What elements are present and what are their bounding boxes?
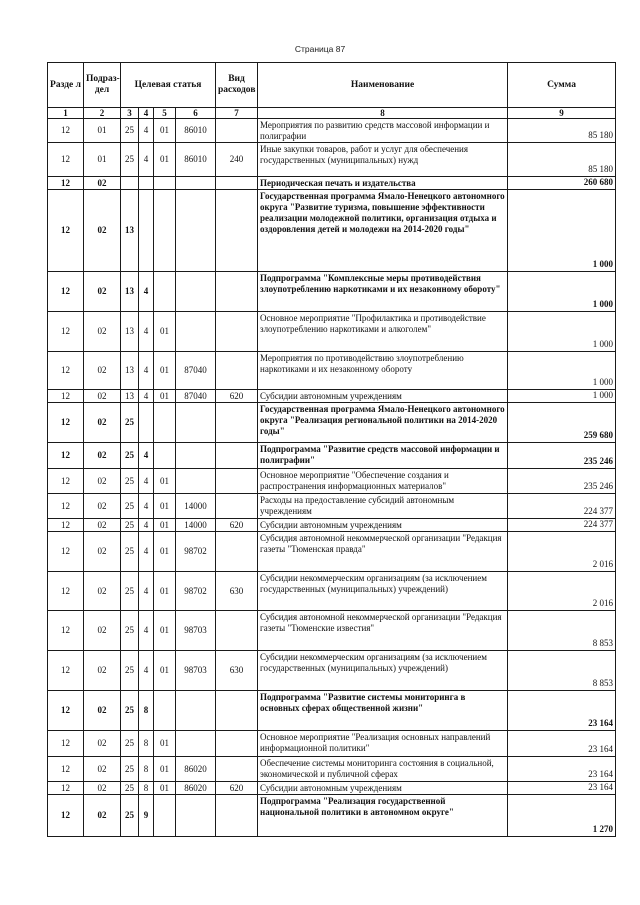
cell-vid-rashodov <box>216 532 258 572</box>
cell-naimenovanie: Мероприятия по развитию средств массовой информации и полиграфии <box>258 119 508 143</box>
cell-vid-rashodov: 240 <box>216 143 258 177</box>
cell-vid-rashodov <box>216 272 258 312</box>
cell-razdel: 12 <box>48 757 84 782</box>
table-row <box>48 494 616 519</box>
cell-podrazdel: 02 <box>84 443 121 469</box>
table-row <box>48 390 616 403</box>
cell-razdel: 12 <box>48 611 84 651</box>
cell-naimenovanie: Периодическая печать и издательства <box>258 177 508 190</box>
cell-podrazdel: 02 <box>84 731 121 757</box>
cell-razdel: 12 <box>48 494 84 519</box>
column-number-row <box>48 108 616 119</box>
cell-direction: 98702 <box>176 572 216 611</box>
cell-vid-rashodov <box>216 469 258 494</box>
table-row <box>48 731 616 757</box>
cell-direction: 87040 <box>176 390 216 403</box>
cell-vid-rashodov <box>216 352 258 390</box>
cell-vid-rashodov: 620 <box>216 519 258 532</box>
cell-razdel: 12 <box>48 272 84 312</box>
header-razdel: Разде л <box>48 63 84 108</box>
cell-summa: 85 180 <box>508 143 616 177</box>
cell-razdel: 12 <box>48 651 84 691</box>
cell-summa: 1 000 <box>508 312 616 352</box>
cell-direction <box>176 795 216 837</box>
cell-program: 25 <box>121 119 139 143</box>
cell-program: 25 <box>121 651 139 691</box>
cell-subprogram: 4 <box>139 390 154 403</box>
table-row <box>48 272 616 312</box>
cell-vid-rashodov <box>216 177 258 190</box>
cell-razdel: 12 <box>48 731 84 757</box>
cell-summa: 235 246 <box>508 469 616 494</box>
cell-program <box>121 177 139 190</box>
cell-direction: 98702 <box>176 532 216 572</box>
col-number: 7 <box>216 108 258 119</box>
cell-subprogram: 4 <box>139 143 154 177</box>
budget-table <box>47 62 616 837</box>
cell-razdel: 12 <box>48 443 84 469</box>
page-label: Страница 87 <box>294 44 346 54</box>
cell-vid-rashodov: 620 <box>216 390 258 403</box>
cell-podrazdel: 01 <box>84 119 121 143</box>
cell-direction <box>176 403 216 443</box>
cell-vid-rashodov <box>216 757 258 782</box>
cell-razdel: 12 <box>48 143 84 177</box>
header-celevaya-statya: Целевая статья <box>121 63 216 108</box>
cell-direction: 14000 <box>176 494 216 519</box>
cell-measure <box>154 443 176 469</box>
cell-vid-rashodov <box>216 494 258 519</box>
cell-razdel: 12 <box>48 190 84 272</box>
cell-direction: 87040 <box>176 352 216 390</box>
table-row <box>48 469 616 494</box>
cell-measure <box>154 190 176 272</box>
col-number: 9 <box>508 108 616 119</box>
header-podrazdel: Подраз- дел <box>84 63 121 108</box>
cell-program: 25 <box>121 795 139 837</box>
cell-subprogram: 4 <box>139 651 154 691</box>
cell-measure <box>154 403 176 443</box>
cell-vid-rashodov <box>216 443 258 469</box>
cell-program: 25 <box>121 532 139 572</box>
cell-program: 13 <box>121 190 139 272</box>
cell-program: 25 <box>121 731 139 757</box>
cell-subprogram: 4 <box>139 443 154 469</box>
cell-summa: 2 016 <box>508 572 616 611</box>
cell-podrazdel: 02 <box>84 611 121 651</box>
cell-summa: 2 016 <box>508 532 616 572</box>
col-number: 2 <box>84 108 121 119</box>
cell-program: 25 <box>121 143 139 177</box>
cell-measure: 01 <box>154 119 176 143</box>
table-row <box>48 572 616 611</box>
cell-naimenovanie: Основное мероприятие "Обеспечение создания и распространения информационных материалов" <box>258 469 508 494</box>
table-row <box>48 312 616 352</box>
cell-direction: 86010 <box>176 119 216 143</box>
cell-podrazdel: 02 <box>84 177 121 190</box>
cell-summa: 8 853 <box>508 651 616 691</box>
cell-summa: 224 377 <box>508 519 616 532</box>
cell-podrazdel: 02 <box>84 469 121 494</box>
cell-naimenovanie: Государственная программа Ямало-Ненецкого автономного округа "Реализация региональной политики на 2014-2020 годы" <box>258 403 508 443</box>
cell-podrazdel: 02 <box>84 390 121 403</box>
cell-summa: 1 000 <box>508 390 616 403</box>
col-number: 1 <box>48 108 84 119</box>
cell-podrazdel: 02 <box>84 532 121 572</box>
col-number: 6 <box>176 108 216 119</box>
cell-summa: 224 377 <box>508 494 616 519</box>
cell-subprogram: 4 <box>139 119 154 143</box>
cell-program: 25 <box>121 572 139 611</box>
cell-vid-rashodov <box>216 731 258 757</box>
cell-subprogram: 8 <box>139 757 154 782</box>
cell-naimenovanie: Субсидии некоммерческим организациям (за исключением государственных (муниципальных) учреждений) <box>258 651 508 691</box>
cell-measure: 01 <box>154 611 176 651</box>
cell-subprogram: 4 <box>139 519 154 532</box>
cell-naimenovanie: Субсидии автономным учреждениям <box>258 390 508 403</box>
cell-summa: 1 000 <box>508 352 616 390</box>
table-row <box>48 651 616 691</box>
col-number: 3 <box>121 108 139 119</box>
cell-subprogram: 4 <box>139 611 154 651</box>
cell-naimenovanie: Субсидии автономным учреждениям <box>258 782 508 795</box>
header-naimenovanie: Наименование <box>258 63 508 108</box>
table-row <box>48 757 616 782</box>
cell-summa: 23 164 <box>508 782 616 795</box>
cell-naimenovanie: Подпрограмма "Реализация государственной национальной политики в автономном округе" <box>258 795 508 837</box>
cell-direction: 98703 <box>176 611 216 651</box>
cell-podrazdel: 02 <box>84 403 121 443</box>
col-number: 8 <box>258 108 508 119</box>
cell-podrazdel: 02 <box>84 651 121 691</box>
cell-measure: 01 <box>154 519 176 532</box>
table-row <box>48 519 616 532</box>
cell-razdel: 12 <box>48 795 84 837</box>
cell-summa: 1 270 <box>508 795 616 837</box>
cell-summa: 8 853 <box>508 611 616 651</box>
cell-summa: 235 246 <box>508 443 616 469</box>
cell-subprogram <box>139 177 154 190</box>
cell-razdel: 12 <box>48 312 84 352</box>
cell-measure <box>154 177 176 190</box>
cell-podrazdel: 01 <box>84 143 121 177</box>
cell-vid-rashodov <box>216 691 258 731</box>
cell-direction: 14000 <box>176 519 216 532</box>
cell-subprogram: 4 <box>139 532 154 572</box>
cell-razdel: 12 <box>48 691 84 731</box>
cell-naimenovanie: Обеспечение системы мониторинга состояния в социальной, экономической и публичной сферах <box>258 757 508 782</box>
cell-vid-rashodov <box>216 190 258 272</box>
cell-measure: 01 <box>154 143 176 177</box>
cell-direction <box>176 177 216 190</box>
cell-vid-rashodov <box>216 312 258 352</box>
cell-naimenovanie: Субсидии автономным учреждениям <box>258 519 508 532</box>
cell-measure <box>154 691 176 731</box>
cell-direction <box>176 272 216 312</box>
cell-podrazdel: 02 <box>84 190 121 272</box>
cell-razdel: 12 <box>48 469 84 494</box>
cell-measure: 01 <box>154 494 176 519</box>
cell-podrazdel: 02 <box>84 494 121 519</box>
cell-program: 25 <box>121 469 139 494</box>
cell-subprogram: 9 <box>139 795 154 837</box>
table-row <box>48 352 616 390</box>
cell-subprogram <box>139 403 154 443</box>
cell-summa: 259 680 <box>508 403 616 443</box>
cell-razdel: 12 <box>48 352 84 390</box>
table-row <box>48 403 616 443</box>
cell-program: 13 <box>121 312 139 352</box>
cell-podrazdel: 02 <box>84 572 121 611</box>
header-vid-rashodov: Вид расходов <box>216 63 258 108</box>
cell-naimenovanie: Основное мероприятие "Реализация основных направлений информационной политики" <box>258 731 508 757</box>
cell-naimenovanie: Субсидии некоммерческим организациям (за исключением государственных (муниципальных) учреждений) <box>258 572 508 611</box>
cell-program: 25 <box>121 494 139 519</box>
cell-direction <box>176 691 216 731</box>
cell-naimenovanie: Субсидия автономной некоммерческой организации "Редакция газеты "Тюменские известия" <box>258 611 508 651</box>
cell-program: 13 <box>121 390 139 403</box>
cell-direction <box>176 469 216 494</box>
cell-naimenovanie: Подпрограмма "Комплексные меры противодействия злоупотреблению наркотиками и их незаконному обороту" <box>258 272 508 312</box>
cell-naimenovanie: Подпрограмма "Развитие системы мониторинга в основных сферах общественной жизни" <box>258 691 508 731</box>
cell-podrazdel: 02 <box>84 352 121 390</box>
cell-measure: 01 <box>154 782 176 795</box>
table-row <box>48 119 616 143</box>
cell-measure: 01 <box>154 532 176 572</box>
cell-podrazdel: 02 <box>84 691 121 731</box>
cell-summa: 23 164 <box>508 757 616 782</box>
cell-measure: 01 <box>154 352 176 390</box>
table-row <box>48 691 616 731</box>
cell-vid-rashodov: 630 <box>216 651 258 691</box>
cell-vid-rashodov <box>216 611 258 651</box>
table-row <box>48 532 616 572</box>
cell-direction: 98703 <box>176 651 216 691</box>
cell-program: 25 <box>121 611 139 651</box>
cell-vid-rashodov: 630 <box>216 572 258 611</box>
cell-measure: 01 <box>154 757 176 782</box>
table-row <box>48 443 616 469</box>
cell-measure: 01 <box>154 651 176 691</box>
cell-subprogram: 4 <box>139 469 154 494</box>
cell-razdel: 12 <box>48 390 84 403</box>
cell-summa: 23 164 <box>508 731 616 757</box>
cell-program: 25 <box>121 691 139 731</box>
col-number: 5 <box>154 108 176 119</box>
cell-naimenovanie: Основное мероприятие "Профилактика и противодействие злоупотреблению наркотиками и алкоголем" <box>258 312 508 352</box>
cell-program: 25 <box>121 443 139 469</box>
cell-vid-rashodov: 620 <box>216 782 258 795</box>
cell-podrazdel: 02 <box>84 782 121 795</box>
cell-measure <box>154 795 176 837</box>
cell-direction: 86020 <box>176 782 216 795</box>
col-number: 4 <box>139 108 154 119</box>
cell-direction: 86010 <box>176 143 216 177</box>
cell-subprogram: 8 <box>139 731 154 757</box>
cell-naimenovanie: Мероприятия по противодействию злоупотреблению наркотиками и их незаконному обороту <box>258 352 508 390</box>
cell-direction <box>176 312 216 352</box>
cell-vid-rashodov <box>216 403 258 443</box>
cell-measure: 01 <box>154 572 176 611</box>
cell-razdel: 12 <box>48 403 84 443</box>
table-row <box>48 782 616 795</box>
cell-measure: 01 <box>154 312 176 352</box>
cell-razdel: 12 <box>48 119 84 143</box>
cell-summa: 23 164 <box>508 691 616 731</box>
cell-direction: 86020 <box>176 757 216 782</box>
cell-subprogram: 8 <box>139 691 154 731</box>
table-row <box>48 190 616 272</box>
cell-vid-rashodov <box>216 119 258 143</box>
cell-summa: 85 180 <box>508 119 616 143</box>
table-row <box>48 795 616 837</box>
cell-program: 13 <box>121 272 139 312</box>
cell-podrazdel: 02 <box>84 519 121 532</box>
cell-naimenovanie: Государственная программа Ямало-Ненецкого автономного округа "Развитие туризма, повышение эффективности реализации молодежной политики, организация отдыха и оздоровления детей и молодежи на 2014-2020 годы" <box>258 190 508 272</box>
cell-direction <box>176 443 216 469</box>
table-row <box>48 143 616 177</box>
cell-razdel: 12 <box>48 782 84 795</box>
cell-summa: 1 000 <box>508 272 616 312</box>
cell-direction <box>176 731 216 757</box>
cell-razdel: 12 <box>48 572 84 611</box>
table-row <box>48 611 616 651</box>
cell-subprogram: 4 <box>139 312 154 352</box>
header-row <box>48 63 616 108</box>
cell-measure: 01 <box>154 731 176 757</box>
cell-razdel: 12 <box>48 177 84 190</box>
cell-program: 13 <box>121 352 139 390</box>
cell-measure: 01 <box>154 469 176 494</box>
cell-naimenovanie: Подпрограмма "Развитие средств массовой информации и полиграфии" <box>258 443 508 469</box>
cell-subprogram: 4 <box>139 352 154 390</box>
cell-measure: 01 <box>154 390 176 403</box>
cell-naimenovanie: Субсидия автономной некоммерческой организации "Редакция газеты "Тюменская правда" <box>258 532 508 572</box>
cell-direction <box>176 190 216 272</box>
cell-program: 25 <box>121 519 139 532</box>
cell-summa: 260 680 <box>508 177 616 190</box>
cell-naimenovanie: Расходы на предоставление субсидий автономным учреждениям <box>258 494 508 519</box>
cell-podrazdel: 02 <box>84 795 121 837</box>
cell-podrazdel: 02 <box>84 757 121 782</box>
cell-subprogram: 4 <box>139 494 154 519</box>
cell-measure <box>154 272 176 312</box>
cell-razdel: 12 <box>48 519 84 532</box>
cell-subprogram: 4 <box>139 272 154 312</box>
cell-razdel: 12 <box>48 532 84 572</box>
header-summa: Сумма <box>508 63 616 108</box>
cell-subprogram <box>139 190 154 272</box>
cell-program: 25 <box>121 782 139 795</box>
cell-naimenovanie: Иные закупки товаров, работ и услуг для обеспечения государственных (муниципальных) нужд <box>258 143 508 177</box>
table-row <box>48 177 616 190</box>
cell-podrazdel: 02 <box>84 272 121 312</box>
cell-subprogram: 4 <box>139 572 154 611</box>
cell-summa: 1 000 <box>508 190 616 272</box>
cell-subprogram: 8 <box>139 782 154 795</box>
cell-program: 25 <box>121 757 139 782</box>
cell-program: 25 <box>121 403 139 443</box>
cell-podrazdel: 02 <box>84 312 121 352</box>
cell-vid-rashodov <box>216 795 258 837</box>
